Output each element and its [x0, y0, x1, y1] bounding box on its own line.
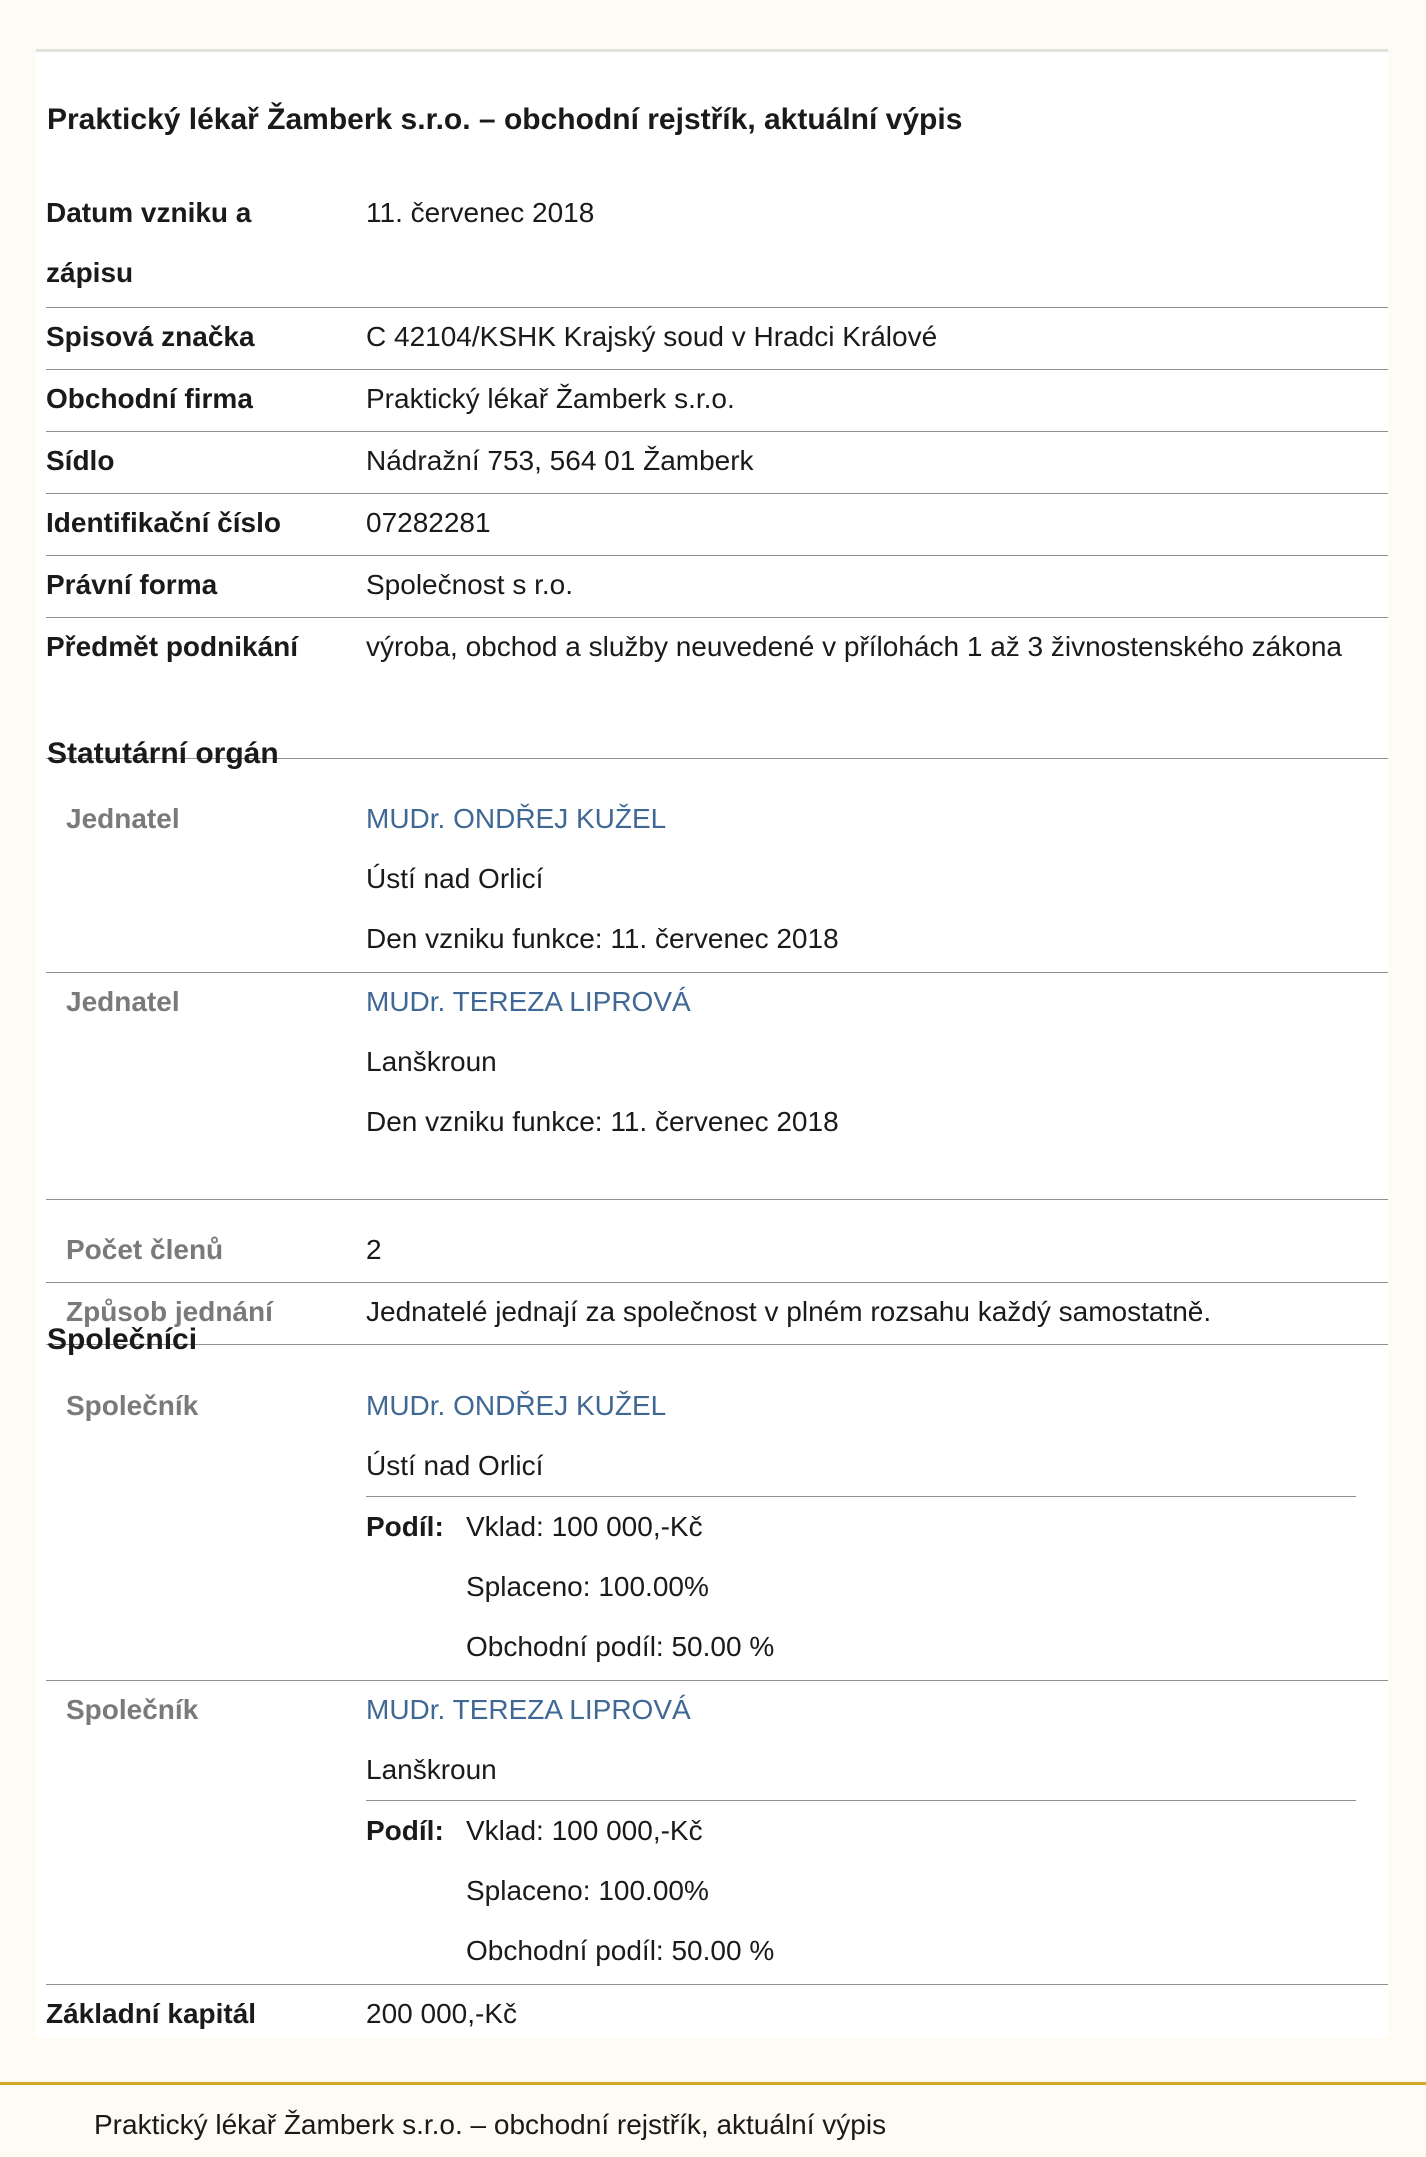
field-label: Obchodní firma: [46, 383, 253, 414]
statutory-member: [46, 789, 1388, 973]
field-label: Předmět podnikání: [46, 631, 299, 662]
field-label: Identifikační číslo: [46, 507, 281, 538]
partner-name-link[interactable]: MUDr. ONDŘEJ KUŽEL: [366, 1390, 667, 1421]
share-paid: Splaceno: 100.00%: [466, 1875, 709, 1906]
field-value: Společnost s r.o.: [366, 569, 574, 600]
member-role: Jednatel: [66, 803, 180, 834]
partner-share-block: [366, 1496, 1356, 1677]
field-row-founding-date: [46, 183, 1388, 308]
statutory-member: [46, 972, 1388, 1200]
field-row-acting-manner: [46, 1282, 1388, 1345]
partner-details: [366, 1680, 1378, 1800]
member-since: Den vzniku funkce: 11. červenec 2018: [366, 923, 839, 954]
partner-city: Lanškroun: [366, 1754, 497, 1785]
member-details: [366, 972, 1378, 1152]
field-value: 07282281: [366, 507, 491, 538]
partner-item: [46, 1376, 1388, 1681]
field-value: Jednatelé jednají za společnost v plném rozsahu každý samostatně.: [366, 1296, 1212, 1327]
field-value: výroba, obchod a služby neuvedené v přílohách 1 až 3 živnostenského zákona: [366, 631, 1342, 662]
field-row-id-number: [46, 493, 1388, 556]
footer-text: Praktický lékař Žamberk s.r.o. – obchodní rejstřík, aktuální výpis: [94, 2109, 887, 2140]
field-row-company-name: [46, 369, 1388, 432]
member-role: Jednatel: [66, 986, 180, 1017]
share-deposit: Vklad: 100 000,-Kč: [466, 1511, 703, 1542]
field-value: Praktický lékař Žamberk s.r.o.: [366, 383, 735, 414]
share-paid: Splaceno: 100.00%: [466, 1571, 709, 1602]
page-footer: [0, 2082, 1426, 2157]
field-value: 2: [366, 1234, 382, 1265]
field-row-file-number: [46, 307, 1388, 370]
partner-share-block: [366, 1800, 1356, 1981]
field-row-member-count: [46, 1220, 1388, 1283]
register-extract-card: [36, 49, 1388, 2038]
field-label: Právní forma: [46, 569, 218, 600]
share-deposit: Vklad: 100 000,-Kč: [466, 1815, 703, 1846]
field-value: Nádražní 753, 564 01 Žamberk: [366, 445, 754, 476]
field-value: C 42104/KSHK Krajský soud v Hradci Králové: [366, 321, 938, 352]
field-value: 200 000,-Kč: [366, 1998, 517, 2029]
share-label: Podíl:: [366, 1815, 444, 1846]
member-name-link[interactable]: MUDr. TEREZA LIPROVÁ: [366, 986, 691, 1017]
field-label: Počet členů: [66, 1234, 224, 1265]
field-label: Spisová značka: [46, 321, 255, 352]
member-city: Lanškroun: [366, 1046, 497, 1077]
field-label: Základní kapitál: [46, 1998, 257, 2029]
partner-city: Ústí nad Orlicí: [366, 1450, 544, 1481]
share-values: [466, 1497, 774, 1677]
field-row-legal-form: [46, 555, 1388, 618]
field-row-capital: [46, 1984, 1388, 2046]
share-portion: Obchodní podíl: 50.00 %: [466, 1935, 775, 1966]
member-name-link[interactable]: MUDr. ONDŘEJ KUŽEL: [366, 803, 667, 834]
member-city: Ústí nad Orlicí: [366, 863, 544, 894]
partner-item: [46, 1680, 1388, 1985]
field-row-seat: [46, 431, 1388, 494]
field-label: Způsob jednání: [66, 1296, 273, 1327]
partner-details: [366, 1376, 1378, 1496]
member-since: Den vzniku funkce: 11. červenec 2018: [366, 1106, 839, 1137]
field-value: 11. červenec 2018: [366, 197, 595, 228]
section-heading-partners: Společníci: [47, 1323, 198, 1356]
share-portion: Obchodní podíl: 50.00 %: [466, 1631, 775, 1662]
partner-role: Společník: [66, 1694, 199, 1725]
field-label: Sídlo: [46, 445, 115, 476]
partner-name-link[interactable]: MUDr. TEREZA LIPROVÁ: [366, 1694, 691, 1725]
share-label: Podíl:: [366, 1511, 444, 1542]
member-details: [366, 789, 1378, 969]
section-heading-statutory: Statutární orgán: [47, 737, 279, 770]
share-values: [466, 1801, 774, 1981]
field-label: Datum vzniku a zápisu: [46, 197, 252, 288]
partner-role: Společník: [66, 1390, 199, 1421]
document-title: Praktický lékař Žamberk s.r.o. – obchodní rejstřík, aktuální výpis: [47, 103, 963, 136]
